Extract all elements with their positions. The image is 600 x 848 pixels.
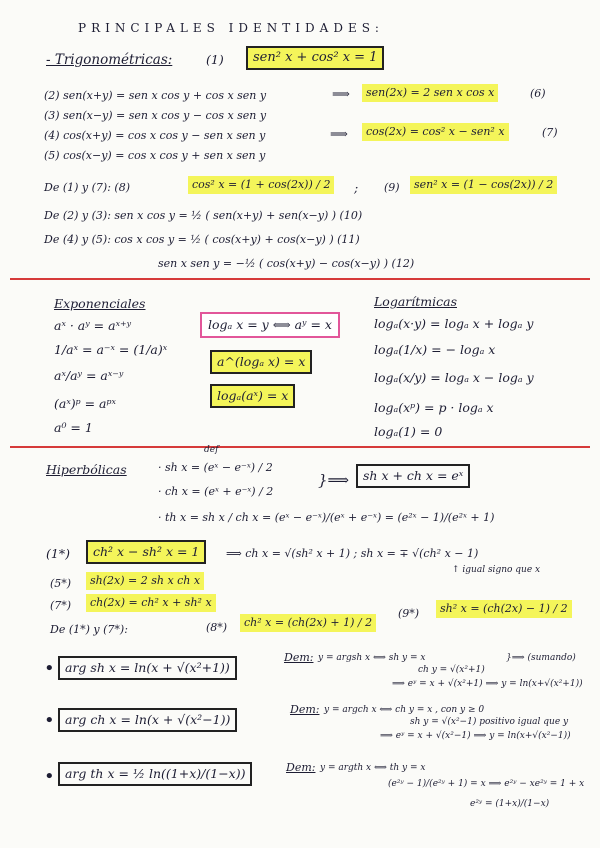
trig-eq6: sen(2x) = 2 sen x cos x xyxy=(362,84,498,102)
expo-eq-2: 1/aˣ = a⁻ˣ = (1/a)ˣ xyxy=(54,342,168,357)
argch-proof-3: ⟹ eʸ = x + √(x²−1) ⟹ y = ln(x+√(x²−1)) xyxy=(380,731,571,741)
expo-eq-3: aˣ/aʸ = aˣ⁻ʸ xyxy=(54,368,124,383)
argsh-proof-1: y = argsh x ⟺ sh y = x xyxy=(318,653,426,663)
hyp-th-def: · th x = sh x / ch x = (eˣ − e⁻ˣ)/(eˣ + e⁻ˣ) = (e²ˣ − 1)/(e²ˣ + 1) xyxy=(158,511,495,524)
trig-eq1-box: sen² x + cos² x = 1 xyxy=(246,46,384,70)
hyp-eq1-result: ⟹ ch x = √(sh² x + 1) ; sh x = ∓ √(ch² x − 1) xyxy=(226,547,479,560)
hyp-eq8-number: (8*) xyxy=(206,621,228,634)
expo-eq-4: (aˣ)ᵖ = aᵖˣ xyxy=(54,396,116,411)
argsh-dem-label: Dem: xyxy=(284,651,314,664)
bullet-2: • xyxy=(44,710,55,731)
argsh-proof-2: ch y = √(x²+1) xyxy=(418,665,485,675)
divider-red-2 xyxy=(10,446,590,448)
log-identity-box-2: logₐ(aˣ) = x xyxy=(210,384,295,408)
divider-red-1 xyxy=(10,278,590,280)
argsh-formula-box: arg sh x = ln(x + √(x²+1)) xyxy=(58,656,237,680)
argsh-proof-note: }⟹ (sumando) xyxy=(506,653,576,663)
argth-proof-1: y = argth x ⟺ th y = x xyxy=(320,763,426,773)
loga-eq-3: logₐ(x/y) = logₐ x − logₐ y xyxy=(374,370,534,385)
hyp-eq7: ch(2x) = ch² x + sh² x xyxy=(86,594,216,612)
trig-eq4-arrow: ⟹ xyxy=(330,126,348,141)
trig-eq8-prefix: De (1) y (7): (8) xyxy=(44,181,130,194)
hyp-eq8: ch² x = (ch(2x) + 1) / 2 xyxy=(240,614,376,632)
hyp-eq1-note: ↑ igual signo que x xyxy=(452,565,541,575)
trig-eq12: sen x sen y = −½ ( cos(x+y) − cos(x−y) ) (12) xyxy=(158,257,415,270)
hyp-eq9-number: (9*) xyxy=(398,607,420,620)
hyp-heading: Hiperbólicas xyxy=(46,462,127,477)
hyp-sum-arrow: }⟹ xyxy=(318,471,350,489)
hyp-eq5-number: (5*) xyxy=(50,577,72,590)
bullet-1: • xyxy=(44,658,55,679)
argth-proof-2: (e²ʸ − 1)/(e²ʸ + 1) = x ⟹ e²ʸ − xe²ʸ = 1 + x xyxy=(388,779,585,789)
hyp-ch-def: · ch x = (eˣ + e⁻ˣ) / 2 xyxy=(158,485,274,498)
loga-eq-5: logₐ(1) = 0 xyxy=(374,424,443,439)
hyp-eq8-prefix: De (1*) y (7*): xyxy=(50,623,128,636)
trig-eq1-number: (1) xyxy=(206,52,224,67)
loga-eq-1: logₐ(x·y) = logₐ x + logₐ y xyxy=(374,316,534,331)
trig-eq10: De (2) y (3): sen x cos y = ½ ( sen(x+y) + sen(x−y) ) (10) xyxy=(44,209,363,222)
hyp-eq5: sh(2x) = 2 sh x ch x xyxy=(86,572,204,590)
expo-heading: Exponenciales xyxy=(54,296,146,311)
trig-eq8-separator: ; xyxy=(354,180,359,195)
expo-eq-1: aˣ · aʸ = aˣ⁺ʸ xyxy=(54,318,132,333)
trig-eq3: (3) sen(x−y) = sen x cos y − cos x sen y xyxy=(44,109,267,122)
hyp-sum-box: sh x + ch x = eˣ xyxy=(356,464,470,488)
trig-eq9: sen² x = (1 − cos(2x)) / 2 xyxy=(410,176,557,194)
argch-dem-label: Dem: xyxy=(290,703,320,716)
hyp-eq9: sh² x = (ch(2x) − 1) / 2 xyxy=(436,600,572,618)
trig-eq6-number: (6) xyxy=(530,87,546,100)
trig-eq9-number: (9) xyxy=(384,181,400,194)
hyp-sh-def: · sh x = (eˣ − e⁻ˣ) / 2 xyxy=(158,461,273,474)
loga-eq-4: logₐ(xᵖ) = p · logₐ x xyxy=(374,400,494,415)
log-definition-box: logₐ x = y ⟺ aʸ = x xyxy=(200,312,340,338)
trig-eq7-number: (7) xyxy=(542,126,558,139)
log-identity-box-1: a^(logₐ x) = x xyxy=(210,350,312,374)
loga-heading: Logarítmicas xyxy=(374,294,457,309)
hyp-def-label: def xyxy=(204,445,219,455)
trig-eq2: (2) sen(x+y) = sen x cos y + cos x sen y xyxy=(44,89,267,102)
argsh-proof-3: ⟹ eʸ = x + √(x²+1) ⟹ y = ln(x+√(x²+1)) xyxy=(392,679,583,689)
trig-eq5: (5) cos(x−y) = cos x cos y + sen x sen y xyxy=(44,149,266,162)
expo-eq-5: a⁰ = 1 xyxy=(54,420,93,435)
trig-eq2-arrow: ⟹ xyxy=(332,86,350,101)
hyp-eq7-number: (7*) xyxy=(50,599,72,612)
argth-proof-3: e²ʸ = (1+x)/(1−x) xyxy=(470,799,550,809)
page-title: PRINCIPALES IDENTIDADES: xyxy=(78,21,384,35)
trig-eq7: cos(2x) = cos² x − sen² x xyxy=(362,123,509,141)
trig-eq8: cos² x = (1 + cos(2x)) / 2 xyxy=(188,176,334,194)
trig-eq11: De (4) y (5): cos x cos y = ½ ( cos(x+y) + cos(x−y) ) (11) xyxy=(44,233,360,246)
argch-formula-box: arg ch x = ln(x + √(x²−1)) xyxy=(58,708,237,732)
bullet-3: • xyxy=(44,766,55,787)
loga-eq-2: logₐ(1/x) = − logₐ x xyxy=(374,342,496,357)
trig-eq4: (4) cos(x+y) = cos x cos y − sen x sen y xyxy=(44,129,266,142)
hyp-eq1-number: (1*) xyxy=(46,546,70,561)
argth-formula-box: arg th x = ½ ln((1+x)/(1−x)) xyxy=(58,762,252,786)
argch-proof-1: y = argch x ⟺ ch y = x , con y ≥ 0 xyxy=(324,705,485,715)
argth-dem-label: Dem: xyxy=(286,761,316,774)
argch-proof-2: sh y = √(x²−1) positivo igual que y xyxy=(410,717,569,727)
trig-heading: - Trigonométricas: xyxy=(46,52,173,68)
hyp-eq1-box: ch² x − sh² x = 1 xyxy=(86,540,206,564)
